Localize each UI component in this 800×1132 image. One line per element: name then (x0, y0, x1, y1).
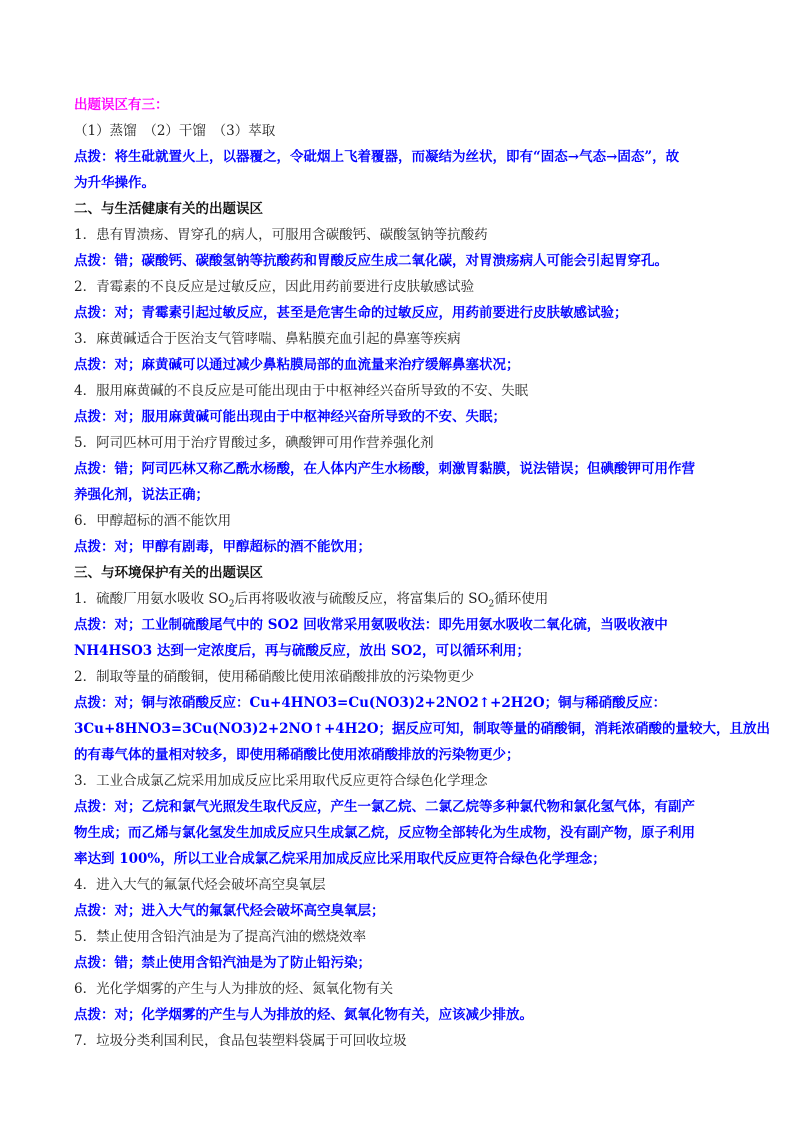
intro-title: 出题误区有三： (74, 97, 169, 113)
tip-s2-5-line-1: 点拨：错；阿司匹林又称乙酰水杨酸，在人体内产生水杨酸，刺激胃黏膜，说法错误；但碘酸钾可用作营 (74, 461, 695, 477)
question-s3-3: 3．工业合成氯乙烷采用加成反应比采用取代反应更符合绿色化学理念 (74, 773, 488, 789)
question-s3-5: 5．禁止使用含铅汽油是为了提高汽油的燃烧效率 (74, 929, 367, 945)
tip-s3-4: 点拨：对；进入大气的氟氯代烃会破坏高空臭氧层； (74, 903, 385, 919)
tip-s3-1-line-2: NH4HSO3 达到一定浓度后，再与硫酸反应，放出 SO2，可以循环利用； (74, 643, 530, 659)
subscript-2: 2 (488, 599, 495, 610)
tip-s3-3-line-1: 点拨：对；乙烷和氯气光照发生取代反应，产生一氯乙烷、二氯乙烷等多种氯代物和氯化氢气体，有副产 (74, 799, 695, 815)
question-s2-3: 3．麻黄碱适合于医治支气管哮喘、鼻粘膜充血引起的鼻塞等疾病 (74, 331, 461, 347)
tip-s2-1: 点拨：错；碳酸钙、碳酸氢钠等抗酸药和胃酸反应生成二氧化碳，对胃溃疡病人可能会引起胃穿孔。 (74, 253, 668, 269)
tip-s3-3-line-2: 物生成；而乙烯与氯化氢发生加成反应只生成氯乙烷，反应物全部转化为生成物，没有副产物，原子利用 (74, 825, 695, 841)
tip-s2-3: 点拨：对；麻黄碱可以通过减少鼻粘膜局部的血流量来治疗缓解鼻塞状况； (74, 357, 520, 373)
question-s3-1-part-a: 1．硫酸厂用氨水吸收 SO (74, 591, 229, 607)
question-s2-4: 4．服用麻黄碱的不良反应是可能出现由于中枢神经兴奋所导致的不安、失眠 (74, 383, 529, 399)
question-s3-1-part-b: 后再将吸收液与硫酸反应，将富集后的 SO (234, 591, 489, 607)
tip-s3-3-line-3: 率达到 100%，所以工业合成氯乙烷采用加成反应比采用取代反应更符合绿色化学理念； (74, 851, 606, 867)
tip-s2-5-line-2: 养强化剂，说法正确； (74, 487, 209, 503)
tip-s2-6: 点拨：对；甲醇有剧毒，甲醇超标的酒不能饮用； (74, 539, 371, 555)
tip-s3-2-line-1: 点拨：对；铜与浓硝酸反应：Cu+4HNO3=Cu(NO3)2+2NO2↑+2H2O；铜与稀硝酸反应： (74, 695, 667, 711)
intro-items: （1）蒸馏 （2）干馏 （3）萃取 (74, 123, 276, 139)
tip-s3-2-line-2: 3Cu+8HNO3=3Cu(NO3)2+2NO↑+4H2O；据反应可知，制取等量的硝酸铜，消耗浓硝酸的量较大，且放出 (74, 721, 771, 737)
intro-tip-line-1: 点拨：将生砒就置火上，以器覆之，令砒烟上飞着覆器，而凝结为丝状，即有“固态→气态→固态”，故 (74, 149, 680, 165)
tip-s2-2: 点拨：对；青霉素引起过敏反应，甚至是危害生命的过敏反应，用药前要进行皮肤敏感试验； (74, 305, 628, 321)
tip-s2-4: 点拨：对；服用麻黄碱可能出现由于中枢神经兴奋所导致的不安、失眠； (74, 409, 506, 425)
subscript-2: 2 (228, 599, 235, 610)
question-s2-6: 6．甲醇超标的酒不能饮用 (74, 513, 232, 529)
tip-s3-2-line-3: 的有毒气体的量相对较多，即使用稀硝酸比使用浓硝酸排放的污染物更少； (74, 747, 520, 763)
question-s3-1 (74, 586, 734, 612)
section2-title: 二、与生活健康有关的出题误区 (74, 201, 263, 217)
intro-tip-line-2: 为升华操作。 (74, 175, 155, 191)
question-s2-5: 5．阿司匹林可用于治疗胃酸过多，碘酸钾可用作营养强化剂 (74, 435, 434, 451)
tip-s3-1-line-1: 点拨：对；工业制硫酸尾气中的 SO2 回收常采用氨吸收法：即先用氨水吸收二氧化硫，当吸收液中 (74, 617, 668, 633)
question-s3-2: 2．制取等量的硝酸铜，使用稀硝酸比使用浓硝酸排放的污染物更少 (74, 669, 475, 685)
question-s2-2: 2．青霉素的不良反应是过敏反应，因此用药前要进行皮肤敏感试验 (74, 279, 475, 295)
question-s3-6: 6．光化学烟雾的产生与人为排放的烃、氮氧化物有关 (74, 981, 394, 997)
document-page (74, 92, 771, 1054)
tip-s3-5: 点拨：错；禁止使用含铅汽油是为了防止铅污染； (74, 955, 371, 971)
question-s3-4: 4．进入大气的氟氯代烃会破坏高空臭氧层 (74, 877, 326, 893)
question-s3-7: 7．垃圾分类利国利民，食品包装塑料袋属于可回收垃圾 (74, 1033, 407, 1049)
section3-title: 三、与环境保护有关的出题误区 (74, 565, 263, 581)
question-s2-1: 1．患有胃溃疡、胃穿孔的病人，可服用含碳酸钙、碳酸氢钠等抗酸药 (74, 227, 488, 243)
tip-s3-6: 点拨：对；化学烟雾的产生与人为排放的烃、氮氧化物有关，应该减少排放。 (74, 1007, 533, 1023)
question-s3-1-part-c: 循环使用 (494, 591, 549, 607)
